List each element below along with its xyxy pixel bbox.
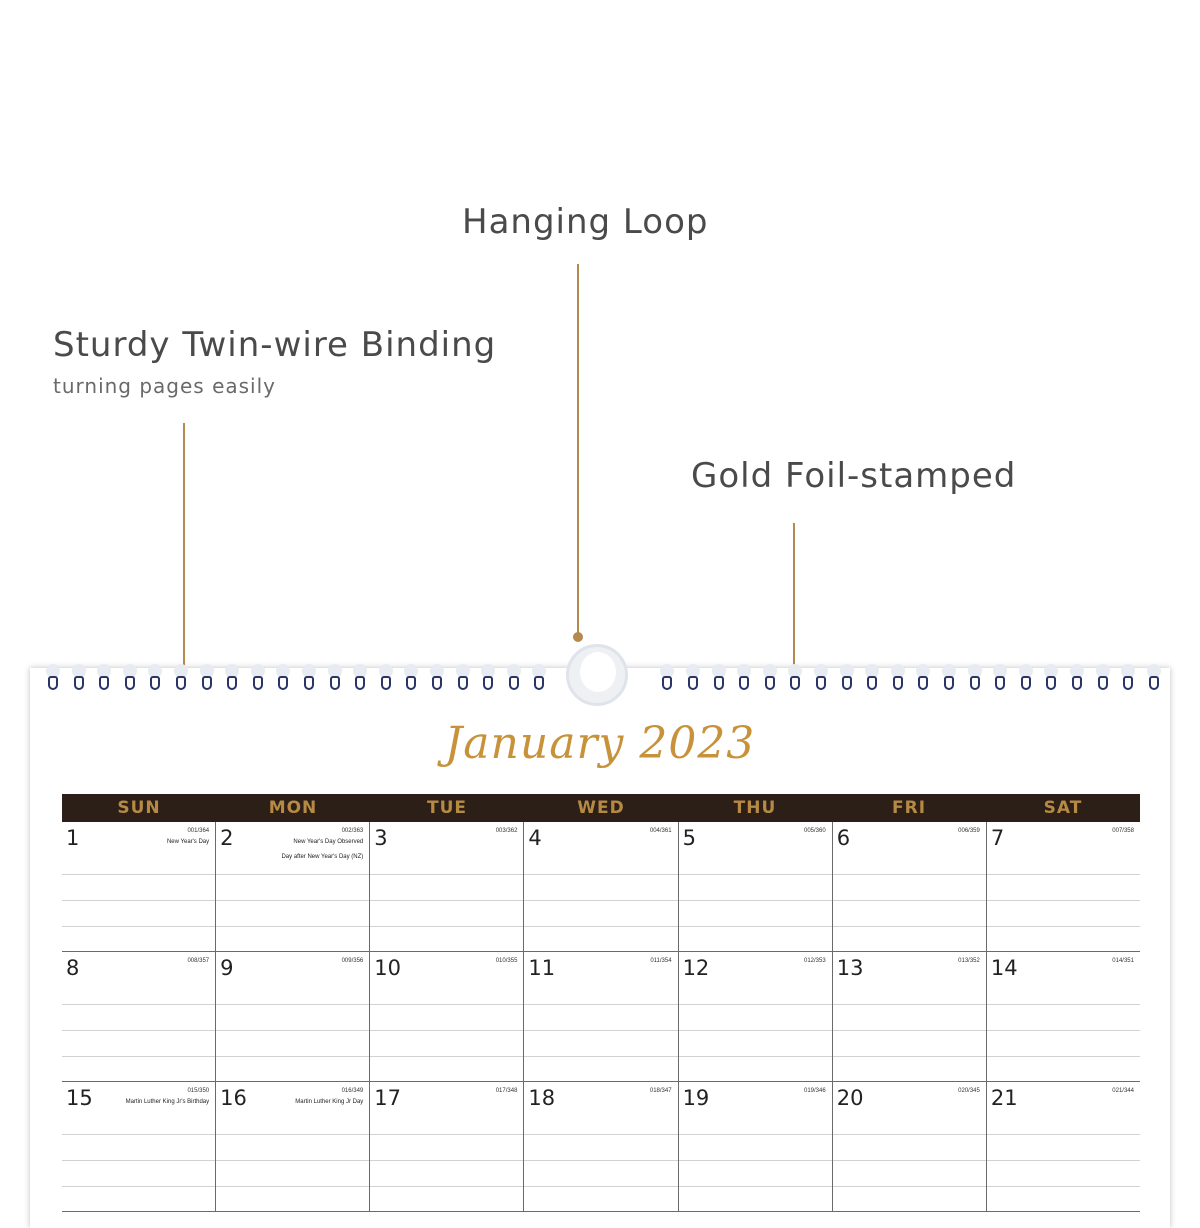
writing-line — [524, 926, 677, 927]
day-number: 2 — [220, 826, 234, 850]
day-cell[interactable] — [215, 822, 369, 951]
day-of-year: 007/358 — [1112, 828, 1134, 834]
day-number: 10 — [374, 956, 402, 980]
day-of-year: 011/354 — [650, 958, 672, 964]
writing-line — [524, 900, 677, 901]
wire-coil — [944, 676, 954, 690]
day-number: 18 — [528, 1086, 556, 1110]
writing-line — [833, 900, 986, 901]
day-cell[interactable] — [832, 1082, 986, 1211]
wire-coil — [534, 676, 544, 690]
writing-line — [833, 1160, 986, 1161]
day-number: 13 — [836, 956, 864, 980]
month-title: January 2023 — [444, 718, 756, 769]
day-of-year: 010/355 — [495, 958, 518, 964]
day-of-year: 016/349 — [341, 1088, 364, 1094]
wire-coil — [432, 676, 442, 690]
day-number: 6 — [836, 826, 851, 850]
writing-line — [679, 1160, 832, 1161]
day-number: 1 — [66, 826, 80, 850]
wire-coil — [381, 676, 391, 690]
writing-line — [216, 1030, 369, 1031]
writing-line — [833, 1186, 986, 1187]
day-number: 12 — [682, 956, 710, 980]
writing-line — [524, 1004, 677, 1005]
writing-line — [987, 1186, 1140, 1187]
writing-line — [370, 1160, 523, 1161]
day-of-year: 020/345 — [958, 1088, 980, 1094]
week-row — [62, 952, 1140, 1082]
wire-coil — [970, 676, 980, 690]
writing-line — [524, 1186, 677, 1187]
wire-coil — [1021, 676, 1031, 690]
day-cell[interactable] — [523, 952, 677, 1081]
writing-line — [833, 874, 986, 875]
wire-coil — [893, 676, 903, 690]
day-cell[interactable] — [215, 952, 369, 1081]
wire-coil — [1149, 676, 1159, 690]
wire-coil — [765, 676, 775, 690]
day-of-year: 003/362 — [495, 828, 518, 834]
week-row — [62, 1082, 1140, 1212]
day-of-year: 013/352 — [958, 958, 980, 964]
day-number: 11 — [528, 956, 556, 980]
day-of-year: 004/361 — [649, 828, 672, 834]
day-cell[interactable] — [369, 952, 523, 1081]
day-cell[interactable] — [369, 822, 523, 951]
wire-coil — [662, 676, 672, 690]
calendar-grid — [62, 822, 1140, 1212]
wire-coil — [406, 676, 416, 690]
writing-line — [524, 874, 677, 875]
weekday-mon: MON — [268, 798, 318, 818]
writing-line — [679, 1134, 832, 1135]
writing-line — [679, 926, 832, 927]
writing-line — [62, 874, 215, 875]
wire-coil — [150, 676, 160, 690]
wire-coil — [1072, 676, 1082, 690]
writing-line — [679, 1004, 832, 1005]
wire-coil — [278, 676, 288, 690]
holiday-note: New Year's Day Observed — [293, 839, 364, 845]
wire-coil — [995, 676, 1005, 690]
day-number: 8 — [66, 956, 80, 980]
day-cell[interactable] — [678, 1082, 832, 1211]
wire-coil — [176, 676, 186, 690]
writing-line — [679, 1030, 832, 1031]
weekday-header-bar — [62, 794, 1140, 822]
day-number: 20 — [836, 1086, 864, 1110]
day-of-year: 008/357 — [187, 958, 210, 964]
writing-line — [370, 1186, 523, 1187]
writing-line — [62, 926, 215, 927]
writing-line — [62, 900, 215, 901]
day-number: 5 — [682, 826, 696, 850]
day-of-year: 005/360 — [804, 828, 826, 834]
day-of-year: 002/363 — [341, 828, 364, 834]
writing-line — [679, 900, 832, 901]
day-of-year: 014/351 — [1112, 958, 1134, 964]
writing-line — [987, 1160, 1140, 1161]
wire-coil — [202, 676, 212, 690]
writing-line — [62, 1160, 215, 1161]
writing-line — [833, 1056, 986, 1057]
writing-line — [370, 1056, 523, 1057]
writing-line — [370, 1004, 523, 1005]
writing-line — [524, 1134, 677, 1135]
weekday-tue: TUE — [426, 798, 467, 818]
week-row — [62, 822, 1140, 952]
day-cell[interactable] — [369, 1082, 523, 1211]
writing-line — [216, 1004, 369, 1005]
day-cell[interactable] — [678, 822, 832, 951]
writing-line — [679, 1186, 832, 1187]
writing-line — [987, 1056, 1140, 1057]
hanging-loop-leader-dot — [573, 632, 583, 642]
day-cell[interactable] — [215, 1082, 369, 1211]
wire-coil — [253, 676, 263, 690]
day-of-year: 019/346 — [804, 1088, 826, 1094]
wire-coil — [1123, 676, 1133, 690]
day-of-year: 012/353 — [804, 958, 826, 964]
weekday-sun: SUN — [117, 798, 161, 818]
writing-line — [987, 1030, 1140, 1031]
writing-line — [987, 1134, 1140, 1135]
day-of-year: 015/350 — [187, 1088, 210, 1094]
day-number: 15 — [66, 1086, 93, 1110]
writing-line — [833, 1004, 986, 1005]
hanging-loop-label: Hanging Loop — [462, 202, 709, 242]
day-of-year: 021/344 — [1112, 1088, 1134, 1094]
writing-line — [62, 1186, 215, 1187]
wire-coil — [1098, 676, 1108, 690]
day-number: 4 — [528, 826, 542, 850]
writing-line — [524, 1056, 677, 1057]
writing-line — [216, 1134, 369, 1135]
day-cell[interactable] — [62, 822, 215, 951]
wire-coil — [918, 676, 928, 690]
twin-wire-binding — [40, 672, 1160, 698]
holiday-note: Martin Luther King Jr's Birthday — [125, 1099, 210, 1105]
wire-coil — [227, 676, 237, 690]
writing-line — [216, 874, 369, 875]
day-number: 3 — [374, 826, 388, 850]
weekday-fri: FRI — [891, 798, 927, 818]
writing-line — [679, 874, 832, 875]
wire-coil — [74, 676, 84, 690]
writing-line — [987, 926, 1140, 927]
day-of-year: 009/356 — [341, 958, 364, 964]
day-number: 17 — [374, 1086, 402, 1110]
day-cell[interactable] — [523, 1082, 677, 1211]
day-cell[interactable] — [832, 822, 986, 951]
day-cell[interactable] — [986, 952, 1140, 1081]
writing-line — [833, 926, 986, 927]
wire-coil — [458, 676, 468, 690]
writing-line — [370, 1030, 523, 1031]
day-cell[interactable] — [986, 822, 1140, 951]
writing-line — [62, 1134, 215, 1135]
day-of-year: 017/348 — [495, 1088, 518, 1094]
wire-coil — [509, 676, 519, 690]
gold-foil-label: Gold Foil-stamped — [691, 456, 1017, 496]
wire-coil — [304, 676, 314, 690]
wire-coil — [867, 676, 877, 690]
wire-coil — [483, 676, 493, 690]
day-cell[interactable] — [986, 1082, 1140, 1211]
writing-line — [987, 874, 1140, 875]
writing-line — [524, 1030, 677, 1031]
writing-line — [216, 1160, 369, 1161]
writing-line — [216, 900, 369, 901]
writing-line — [679, 1056, 832, 1057]
writing-line — [216, 1056, 369, 1057]
writing-line — [370, 1134, 523, 1135]
writing-line — [370, 874, 523, 875]
day-of-year: 001/364 — [187, 828, 210, 834]
binding-leader-line — [183, 423, 185, 675]
wire-coil — [355, 676, 365, 690]
writing-line — [62, 1030, 215, 1031]
wire-coil — [1046, 676, 1056, 690]
wire-coil — [816, 676, 826, 690]
binding-sublabel: turning pages easily — [53, 374, 277, 398]
wire-coil — [330, 676, 340, 690]
day-cell[interactable] — [62, 1082, 215, 1211]
day-cell[interactable] — [62, 952, 215, 1081]
writing-line — [216, 926, 369, 927]
hanging-loop-leader-line — [577, 264, 579, 634]
writing-line — [833, 1134, 986, 1135]
holiday-note: New Year's Day — [166, 839, 210, 845]
day-number: 7 — [990, 826, 1005, 850]
wire-coil — [790, 676, 800, 690]
day-cell[interactable] — [832, 952, 986, 1081]
weekday-thu: THU — [733, 798, 777, 818]
day-number: 9 — [220, 956, 234, 980]
day-number: 14 — [990, 956, 1018, 980]
wire-coil — [688, 676, 698, 690]
day-cell[interactable] — [523, 822, 677, 951]
weekday-wed: WED — [577, 798, 625, 818]
wire-coil — [739, 676, 749, 690]
writing-line — [62, 1056, 215, 1057]
wire-coil — [842, 676, 852, 690]
writing-line — [987, 1004, 1140, 1005]
holiday-note: Day after New Year's Day (NZ) — [281, 854, 364, 860]
writing-line — [524, 1160, 677, 1161]
weekday-sat: SAT — [1043, 798, 1083, 818]
holiday-note: Martin Luther King Jr Day — [295, 1099, 364, 1105]
writing-line — [370, 926, 523, 927]
binding-label: Sturdy Twin-wire Binding — [53, 325, 497, 365]
wire-coil — [99, 676, 109, 690]
writing-line — [833, 1030, 986, 1031]
writing-line — [62, 1004, 215, 1005]
wire-coil — [714, 676, 724, 690]
day-number: 21 — [990, 1086, 1018, 1110]
day-cell[interactable] — [678, 952, 832, 1081]
day-of-year: 006/359 — [958, 828, 980, 834]
wire-coil — [125, 676, 135, 690]
wire-coil — [48, 676, 58, 690]
writing-line — [987, 900, 1140, 901]
writing-line — [216, 1186, 369, 1187]
day-number: 16 — [220, 1086, 247, 1110]
day-number: 19 — [682, 1086, 710, 1110]
writing-line — [370, 900, 523, 901]
day-of-year: 018/347 — [649, 1088, 672, 1094]
